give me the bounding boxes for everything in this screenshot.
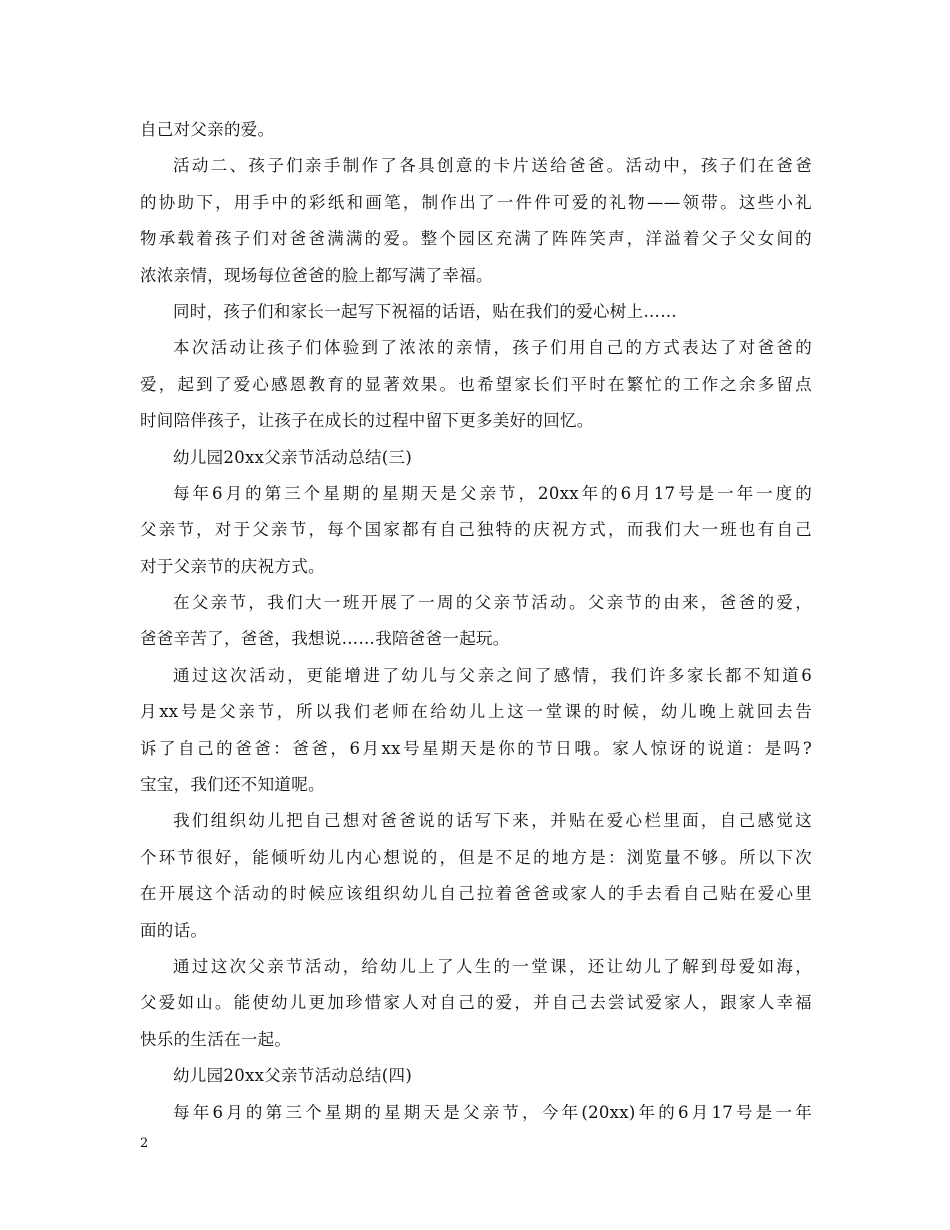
text-line: 在父亲节，我们大一班开展了一周的父亲节活动。父亲节的由来，爸爸的爱， — [173, 593, 812, 613]
text-line: 爸爸辛苦了，爸爸，我想说……我陪爸爸一起玩。 — [140, 629, 510, 649]
text-line: 父亲节，对于父亲节，每个国家都有自己独特的庆祝方式，而我们大一班也有自己 — [140, 520, 812, 540]
section-heading: 幼儿园20xx父亲节活动总结(三) — [173, 447, 413, 467]
text-line: 父爱如山。能使幼儿更加珍惜家人对自己的爱，并自己去尝试爱家人，跟家人幸福 — [140, 993, 812, 1013]
text-line: 物承载着孩子们对爸爸满满的爱。整个园区充满了阵阵笑声，洋溢着父子父女间的 — [140, 229, 812, 249]
text-line: 个环节很好，能倾听幼儿内心想说的，但是不足的地方是：浏览量不够。所以下次 — [140, 847, 812, 867]
text-line: 本次活动让孩子们体验到了浓浓的亲情，孩子们用自己的方式表达了对爸爸的 — [173, 338, 812, 358]
text-line: 对于父亲节的庆祝方式。 — [140, 556, 325, 576]
page-number: 2 — [140, 1136, 149, 1151]
text-line: 诉了自己的爸爸：爸爸，6月xx号星期天是你的节日哦。家人惊讶的说道：是吗? — [140, 738, 812, 758]
text-line: 通过这次活动，更能增进了幼儿与父亲之间了感情，我们许多家长都不知道6 — [173, 665, 812, 685]
text-line: 自己对父亲的爱。 — [140, 120, 275, 139]
text-line: 同时，孩子们和家长一起写下祝福的话语，贴在我们的爱心树上…… — [173, 301, 677, 321]
document-body — [140, 112, 812, 1131]
text-line: 活动二、孩子们亲手制作了各具创意的卡片送给爸爸。活动中，孩子们在爸爸 — [173, 156, 812, 176]
text-line: 每年6月的第三个星期的星期天是父亲节，20xx年的6月17号是一年一度的 — [173, 483, 812, 503]
text-line: 通过这次父亲节活动，给幼儿上了人生的一堂课，还让幼儿了解到母爱如海， — [173, 956, 812, 976]
text-line: 时间陪伴孩子，让孩子在成长的过程中留下更多美好的回忆。 — [140, 411, 594, 431]
text-line: 在开展这个活动的时候应该组织幼儿自己拉着爸爸或家人的手去看自己贴在爱心里 — [140, 884, 812, 904]
text-line: 面的话。 — [140, 920, 208, 940]
text-line: 爱，起到了爱心感恩教育的显著效果。也希望家长们平时在繁忙的工作之余多留点 — [140, 374, 812, 394]
text-line: 我们组织幼儿把自己想对爸爸说的话写下来，并贴在爱心栏里面，自己感觉这 — [173, 811, 812, 831]
text-line: 的协助下，用手中的彩纸和画笔，制作出了一件件可爱的礼物——领带。这些小礼 — [140, 192, 812, 212]
section-heading: 幼儿园20xx父亲节活动总结(四) — [173, 1066, 413, 1086]
text-line: 每年6月的第三个星期的星期天是父亲节，今年(20xx)年的6月17号是一年 — [173, 1102, 812, 1122]
text-line: 月xx号是父亲节，所以我们老师在给幼儿上这一堂课的时候，幼儿晚上就回去告 — [140, 702, 812, 722]
text-line: 宝宝，我们还不知道呢。 — [140, 775, 325, 795]
text-line: 浓浓亲情，现场每位爸爸的脸上都写满了幸福。 — [140, 265, 493, 285]
text-line: 快乐的生活在一起。 — [140, 1029, 292, 1049]
